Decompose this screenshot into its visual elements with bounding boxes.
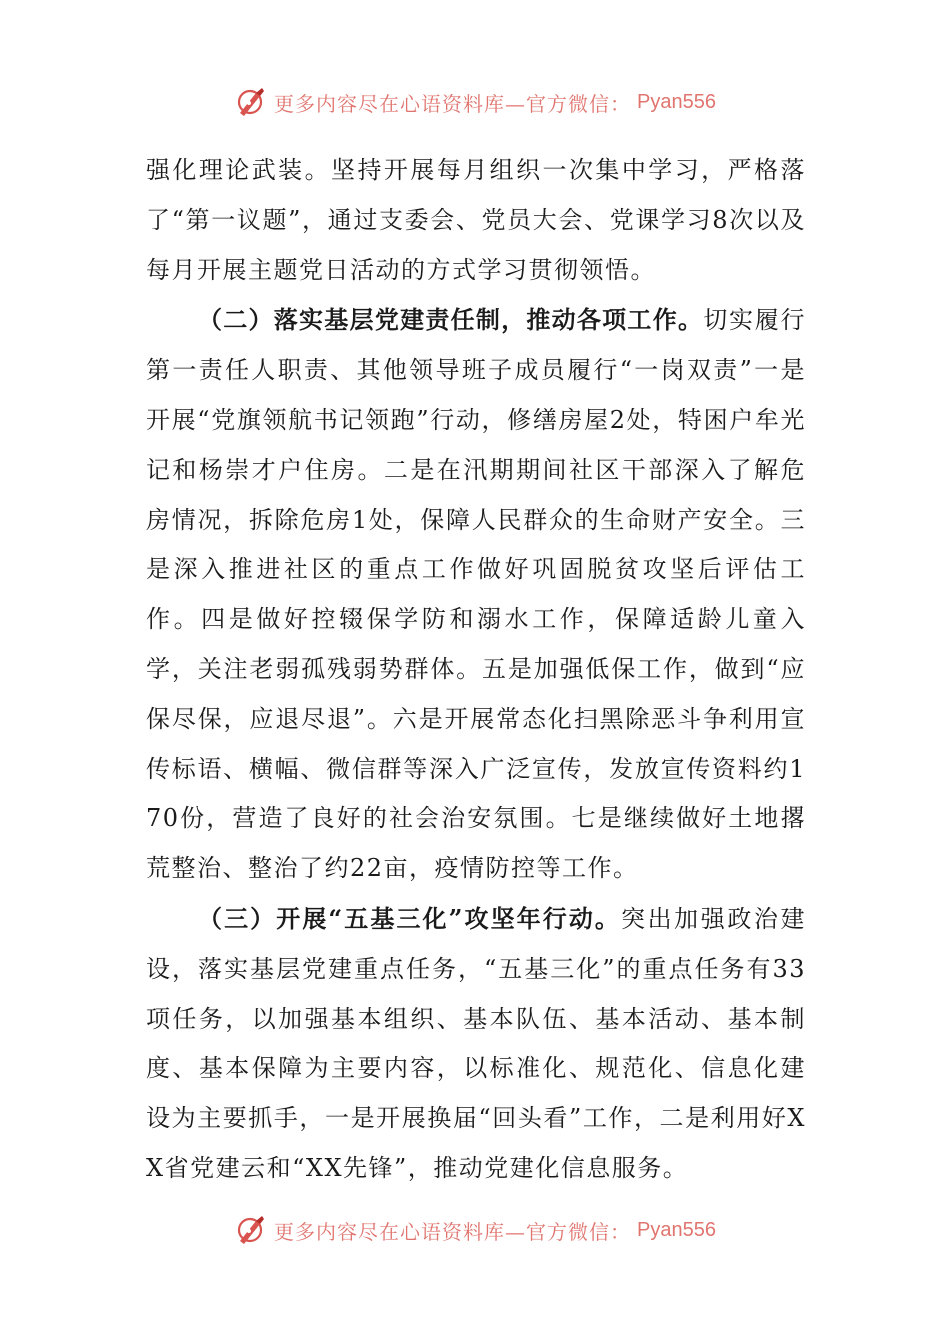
- watermark-bottom: [0, 1210, 950, 1250]
- watermark-handle: Pyan556: [637, 1218, 716, 1241]
- paragraph-2-body: 切实履行第一责任人职责、其他领导班子成员履行“一岗双责”一是开展“党旗领航书记领跑”行动，修缮房屋2处，特困户牟光记和杨崇才户住房。二是在汛期期间社区干部深入了解危房情况，拆除危房1处，保障人民群众的生命财产安全。三是深入推进社区的重点工作做好巩固脱贫攻坚后评估工作。四是做好控辍保学防和溺水工作，保障适龄儿童入学，关注老弱孤残弱势群体。五是加强低保工作，做到“应保尽保，应退尽退”。六是开展常态化扫黑除恶斗争利用宣传标语、横幅、微信群等深入广泛宣传，发放宣传资料约170份，营造了良好的社会治安氛围。七是继续做好土地撂荒整治、整治了约22亩，疫情防控等工作。: [146, 306, 807, 883]
- watermark-text: 更多内容尽在心语资料库—官方微信：: [274, 1219, 632, 1244]
- document-body: [146, 146, 806, 1194]
- paragraph-3: [146, 894, 806, 1194]
- watermark-handle: Pyan556: [637, 90, 716, 113]
- paragraph-3-body: 突出加强政治建设，落实基层党建重点任务，“五基三化”的重点任务有33项任务，以加强基本组织、基本队伍、基本活动、基本制度、基本保障为主要内容，以标准化、规范化、信息化建设为主要抓手，一是开展换届“回头看”工作，二是利用好XX省党建云和“XX先锋”，推动党建化信息服务。: [146, 904, 807, 1182]
- pen-circle-logo-icon: [234, 85, 268, 119]
- paragraph-2: [146, 295, 806, 894]
- paragraph-3-heading: （三）开展“五基三化”攻坚年行动。: [198, 903, 622, 933]
- paragraph-1-body: 强化理论武装。坚持开展每月组织一次集中学习，严格落了“第一议题”，通过支委会、党员大会、党课学习8次以及每月开展主题党日活动的方式学习贯彻领悟。: [146, 156, 806, 284]
- pen-circle-logo-icon: [234, 1213, 268, 1247]
- paragraph-1: [146, 146, 806, 295]
- watermark-top: [0, 82, 950, 122]
- paragraph-2-heading: （二）落实基层党建责任制，推动各项工作。: [198, 305, 704, 335]
- watermark-text: 更多内容尽在心语资料库—官方微信：: [274, 91, 632, 116]
